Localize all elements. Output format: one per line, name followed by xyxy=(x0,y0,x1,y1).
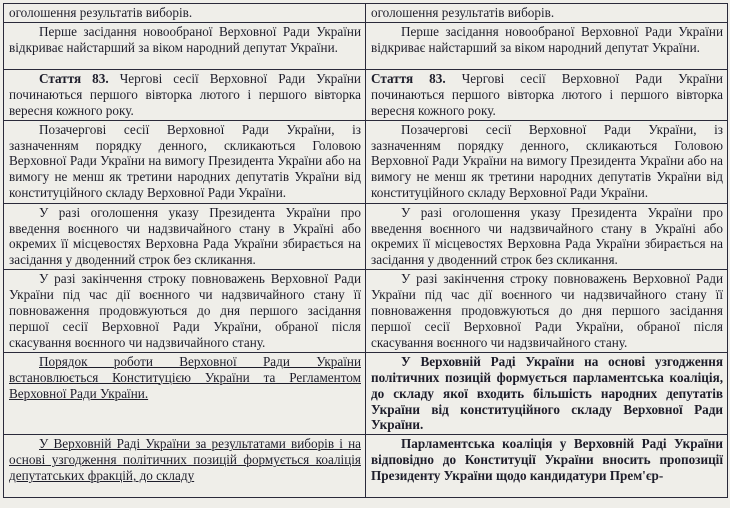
paragraph xyxy=(371,71,723,119)
left-cell xyxy=(4,435,366,498)
right-cell xyxy=(366,352,728,435)
paragraph: оголошення результатів виборів. xyxy=(371,5,555,20)
left-cell xyxy=(4,4,366,23)
table-row xyxy=(4,69,728,120)
right-cell xyxy=(366,120,728,203)
right-cell xyxy=(366,435,728,498)
right-cell xyxy=(366,69,728,120)
paragraph-bold: Парламентська коаліція у Верховній Раді України відповідно до Конституції України вносить пропозиції Президенту України щодо кандидатури Прем'єр- xyxy=(371,436,723,484)
paragraph xyxy=(9,71,361,119)
paragraph: У разі закінчення строку повноважень Верховної Ради України під час дії воєнного чи надзвичайного стану її повноваження продовжуються до дня першого засідання першої сесії Верховної Ради України, обраної після скасування воєнного чи надзвичайного стану. xyxy=(9,271,361,350)
table-row xyxy=(4,435,728,498)
left-cell xyxy=(4,270,366,353)
paragraph-bold: У Верховній Раді України на основі узгодження політичних позицій формується парламентська коаліція, до складу якої входить більшість народних депутатів України від конституційного складу Верховної Ради України. xyxy=(371,353,723,433)
left-cell xyxy=(4,352,366,435)
table-row xyxy=(4,352,728,435)
table-row xyxy=(4,22,728,69)
paragraph: Позачергові сесії Верховної Ради України, із зазначенням порядку денного, скликаються Головою Верховної Ради України на вимогу Президента України або на вимогу не менш як третини народних депутатів України від конституційного складу Верховної Ради України. xyxy=(9,121,361,201)
article-text: Чергові сесії Верховної Ради України починаються першого вівторка лютого і першого вівторка вересня кожного року. xyxy=(371,70,723,118)
comparison-table xyxy=(3,3,728,498)
left-cell xyxy=(4,22,366,69)
left-cell xyxy=(4,69,366,120)
paragraph: Перше засідання новообраної Верховної Ради України відкриває найстарший за віком народний депутат України. xyxy=(9,23,361,55)
right-cell xyxy=(366,203,728,270)
table-row xyxy=(4,270,728,353)
article-number: Стаття 83. xyxy=(39,70,109,86)
right-cell xyxy=(366,4,728,23)
right-cell xyxy=(366,22,728,69)
paragraph-underlined: У Верховній Раді України за результатами виборів і на основі узгодження політичних позицій формується коаліція депутатських фракцій, до складу xyxy=(9,436,361,484)
left-cell xyxy=(4,120,366,203)
paragraph: оголошення результатів виборів. xyxy=(9,5,193,20)
article-number: Стаття 83. xyxy=(371,70,446,86)
table-row xyxy=(4,120,728,203)
article-text: Чергові сесії Верховної Ради України починаються першого вівторка лютого і першого вівторка вересня кожного року. xyxy=(9,70,361,118)
paragraph: Перше засідання новообраної Верховної Ради України відкриває найстарший за віком народний депутат України. xyxy=(371,23,723,55)
table-row xyxy=(4,203,728,270)
table-row xyxy=(4,4,728,23)
paragraph: У разі оголошення указу Президента України про введення воєнного чи надзвичайного стану в Україні або окремих її місцевостях Верховна Рада України збирається на засідання у дводенний строк без скликання. xyxy=(371,204,723,268)
paragraph: Позачергові сесії Верховної Ради України, із зазначенням порядку денного, скликаються Головою Верховної Ради України на вимогу Президента України або на вимогу не менш як третини народних депутатів України від конституційного складу Верховної Ради України. xyxy=(371,121,723,201)
right-cell xyxy=(366,270,728,353)
paragraph-underlined: Порядок роботи Верховної Ради України встановлюється Конституцією України та Регламентом Верховної Ради України. xyxy=(9,353,361,401)
paragraph: У разі оголошення указу Президента України про введення воєнного чи надзвичайного стану в Україні або окремих її місцевостях Верховна Рада України збирається на засідання у дводенний строк без скликання. xyxy=(9,204,361,268)
left-cell xyxy=(4,203,366,270)
paragraph: У разі закінчення строку повноважень Верховної Ради України під час дії воєнного чи надзвичайного стану її повноваження продовжуються до дня першого засідання першої сесії Верховної Ради України, обраної після скасування воєнного чи надзвичайного стану. xyxy=(371,271,723,350)
